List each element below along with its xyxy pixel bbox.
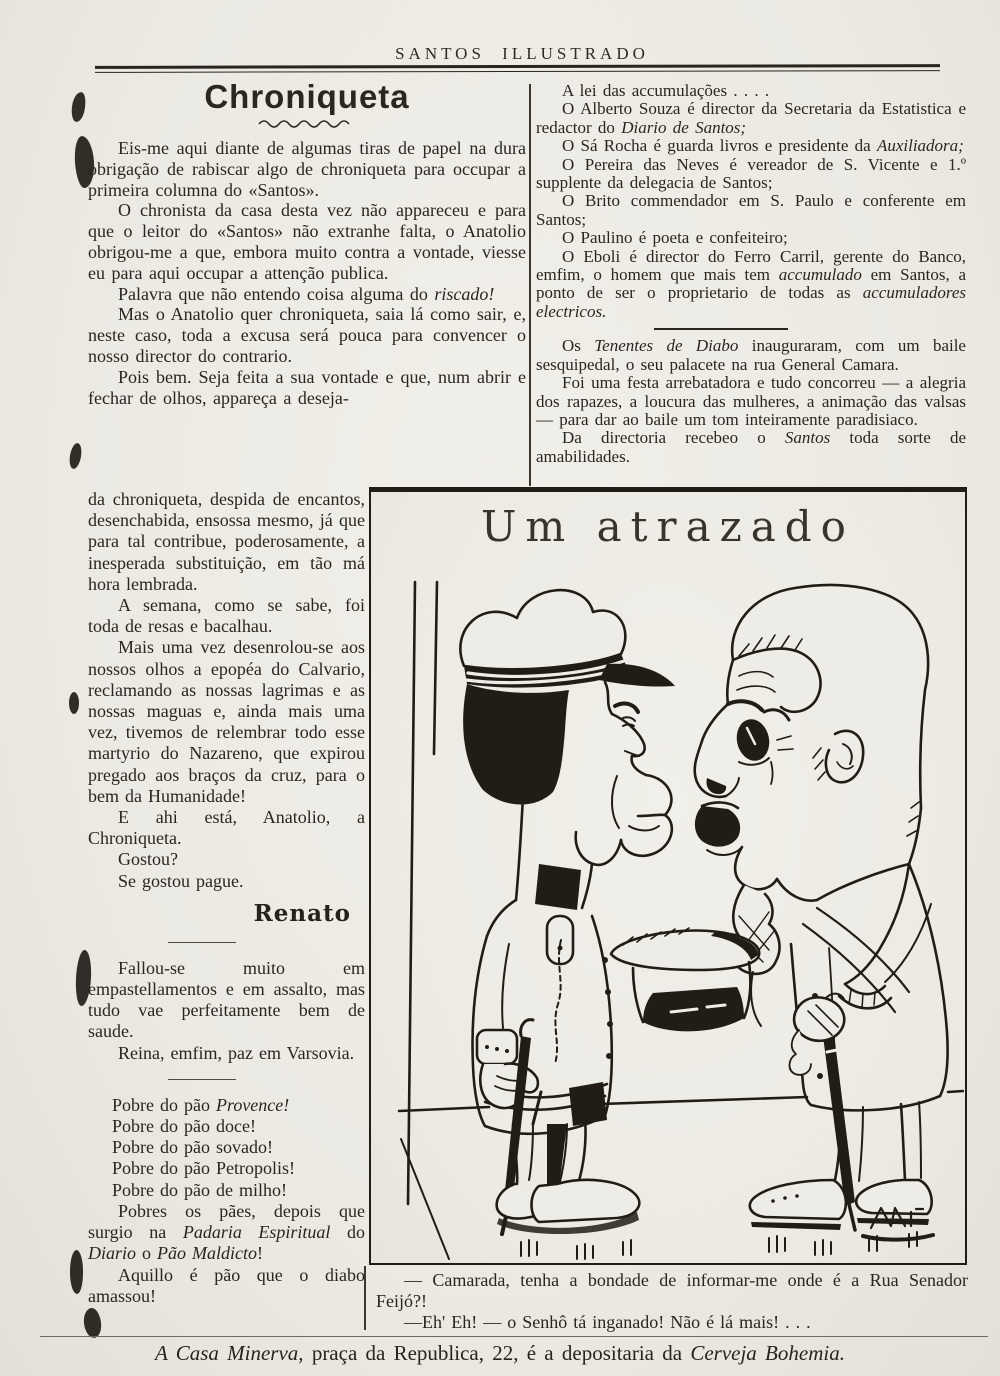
- scan-artifact: [82, 1307, 103, 1339]
- verse-line: Pobre do pão sovado!: [112, 1137, 273, 1158]
- text-run: O Eboli é director do Ferro Carril, gerente do Banco, emfim, o homem que mais tem: [536, 246, 966, 285]
- author-signature: Renato: [253, 899, 351, 927]
- caption-line: — Camarada, tenha a bondade de informar-me onde é a Rua Senador Feijó?!: [376, 1270, 968, 1311]
- text-run-italic: Auxiliadora;: [876, 136, 964, 156]
- cartoon-title: Um atrazado: [481, 502, 855, 551]
- paragraph: Pois bem. Seja feita a sua vontade e que, num abrir e fechar de olhos, appareça a deseja-: [88, 366, 526, 408]
- section-divider: [654, 328, 788, 330]
- text-run: Pobres os pães, depois que surgio na: [88, 1200, 365, 1243]
- paragraph: [536, 337, 966, 374]
- text-run-italic: Diario: [88, 1243, 137, 1264]
- scan-artifact: [70, 91, 87, 122]
- scan-artifact: [68, 442, 83, 470]
- paragraph: Se gostou pague.: [118, 870, 244, 891]
- text-run-italic: A Casa Minerva,: [155, 1341, 304, 1365]
- verse-line: Pobre do pão Petropolis!: [112, 1158, 295, 1179]
- paragraph: O Brito commendador em S. Paulo e conferente em Santos;: [536, 191, 966, 229]
- text-run: Da directoria recebeo o: [562, 428, 785, 448]
- text-run-italic: Diario de Santos;: [621, 117, 747, 137]
- paragraph: A lei das accumulações . . . .: [562, 81, 770, 100]
- paragraph: [88, 1201, 365, 1265]
- text-run: Palavra que não entendo coisa alguma do: [118, 283, 435, 304]
- section-divider: [168, 1079, 236, 1080]
- paragraph: Gostou?: [118, 849, 178, 870]
- paragraph: Mais uma vez desenrolou-se aos nossos olhos a epopéa do Calvario, reclamando as nossas lagrimas e as nossas maguas e, ainda mais uma vez, tivemos de relembrar todo esse martyrio do Nazareno, que expirou pregado aos braços da cruz, para o bem da Humanidade!: [88, 637, 365, 806]
- scan-artifact: [69, 692, 79, 714]
- article-title: Chroniqueta: [204, 78, 410, 115]
- soldier-figure: [460, 590, 675, 1259]
- paragraph: [536, 429, 966, 466]
- scan-artifact: [70, 1250, 83, 1294]
- paragraph: da chroniqueta, despida de encantos, desenchabida, ensossa mesmo, já que para tal contribue, poderosamente, a inesperada substituição, em tão má hora lembrada.: [88, 489, 365, 594]
- paragraph: Mas o Anatolio quer chroniqueta, saia lá como sair, e, neste caso, toda a excusa será pouca para convencer o nosso director do contrario.: [88, 304, 526, 366]
- text-run: toda sorte de amabilidades.: [536, 428, 967, 466]
- cartoon-illustration: [371, 564, 964, 1262]
- text-run: !: [257, 1243, 263, 1264]
- footer-advertisement: [0, 1341, 1000, 1366]
- column-divider: [529, 84, 531, 486]
- text-run-italic: Cerveja Bohemia.: [690, 1341, 845, 1365]
- caption-line: —Eh' Eh! — o Senhô tá inganado! Não é lá mais! . . .: [404, 1312, 811, 1332]
- text-run-italic: riscado!: [434, 283, 495, 304]
- text-run-italic: Pão Maldicto: [157, 1243, 257, 1264]
- footer-rule: [40, 1336, 988, 1337]
- article-chroniqueta-top: [88, 78, 526, 408]
- paragraph: [536, 248, 966, 322]
- verse-line: [88, 1095, 365, 1116]
- article-chroniqueta-continued: [88, 489, 365, 1307]
- text-run: em Santos, a ponto de ser o proprietario de todas as: [536, 265, 967, 303]
- masthead-title: SANTOS ILLUSTRADO: [395, 44, 649, 63]
- section-divider: [168, 942, 236, 943]
- paragraph: E ahi está, Anatolio, a Chroniqueta.: [88, 807, 365, 849]
- paragraph: [536, 100, 966, 137]
- paragraph: Reina, emfim, paz em Varsovia.: [118, 1042, 355, 1063]
- text-run-italic: Padaria Espiritual: [182, 1222, 331, 1243]
- paragraph: O Paulino é poeta e confeiteiro;: [562, 228, 788, 248]
- news-briefs-column: [536, 82, 966, 466]
- text-run: Os: [562, 336, 595, 356]
- text-run: o: [136, 1243, 158, 1264]
- text-run-italic: Santos: [784, 428, 831, 448]
- paragraph: Eis-me aqui diante de algumas tiras de papel na dura obrigação de rabiscar algo de chroniqueta para occupar a primeira columna do «Santos».: [88, 138, 526, 200]
- paragraph: Fallou-se muito em empastellamentos e em assalto, mas tudo vae perfeitamente bem de saude.: [88, 957, 365, 1042]
- cartoon-caption: [376, 1270, 968, 1333]
- text-run-italic: Provence!: [215, 1094, 290, 1115]
- text-run: O Alberto Souza é director da Secretaria da Estatistica e redactor do: [536, 99, 966, 137]
- text-run: inauguraram, com um baile sesquipedal, o seu palacete na rua General Camara.: [536, 336, 966, 374]
- paragraph: A semana, como se sabe, foi toda de resas e bacalhau.: [88, 595, 365, 637]
- text-run: do: [330, 1222, 365, 1243]
- text-run: Pobre do pão: [112, 1094, 216, 1115]
- title-squiggle-ornament: [257, 117, 357, 129]
- paragraph: O Pereira das Neves é vereador de S. Vicente e 1.º supplente da delegacia de Santos;: [536, 154, 966, 193]
- text-run-italic: Tenentes de Diabo: [594, 336, 739, 356]
- paragraph: Foi uma festa arrebatadora e tudo concorreu — a alegria dos rapazes, a loucura das mulheres, a animação das valsas — para dar ao baile um tom inteiramente paradisiaco.: [536, 373, 966, 429]
- verse-line: Pobre do pão de milho!: [112, 1179, 287, 1200]
- paragraph: [88, 284, 526, 305]
- text-run-italic: accumulado: [778, 265, 862, 285]
- masthead-rule: [95, 64, 940, 73]
- paragraph: O chronista da casa desta vez não appareceu e para que o leitor do «Santos» não extranhe falta, o Anatolio obrigou-me a que, embora muito contra a vontade, viesse eu para aqui occupar a attenção publica.: [88, 200, 526, 283]
- paragraph: [536, 137, 966, 155]
- text-run-italic: accumuladores electricos.: [536, 283, 966, 321]
- cartoon-panel: [369, 487, 967, 1265]
- paragraph: Aquillo é pão que o diabo amassou!: [88, 1264, 365, 1306]
- text-run: O Sá Rocha é guarda livros e presidente da: [562, 136, 877, 156]
- text-run: praça da Republica, 22, é a depositaria da: [303, 1341, 691, 1365]
- verse-line: Pobre do pão doce!: [112, 1116, 256, 1137]
